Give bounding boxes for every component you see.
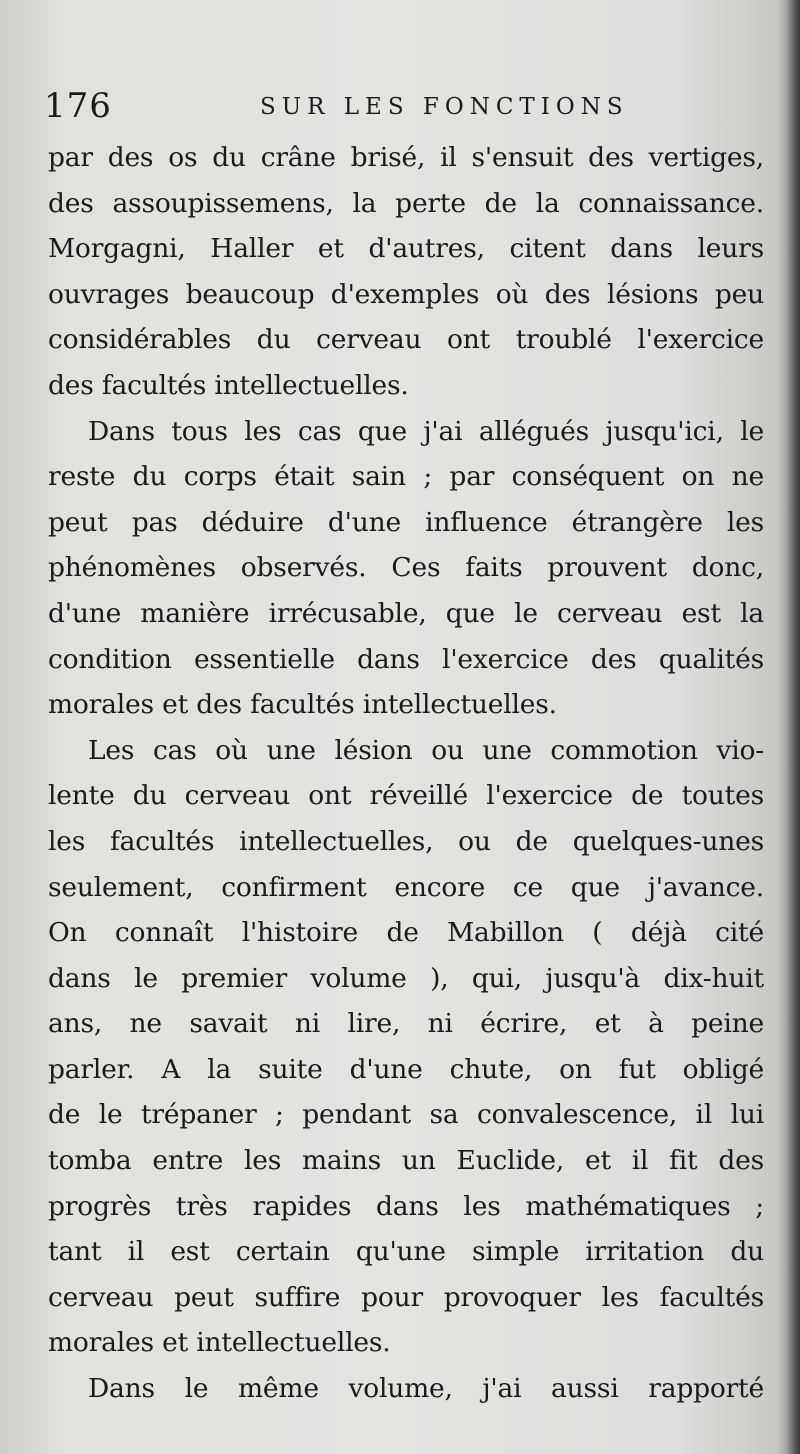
text-line: par des os du crâne brisé, il s'ensuit des vertiges, [48,142,764,173]
running-title: SUR LES FONCTIONS [260,94,629,120]
text-line: On connaît l'histoire de Mabillon ( déjà cité [48,917,764,949]
text-line: dans le premier volume ), qui, jusqu'à dix-huit [48,962,764,994]
text-line: progrès très rapides dans les mathématiques ; [48,1190,764,1222]
text-line: lente du cerveau ont réveillé l'exercice de toutes [48,780,764,812]
text-line: d'une manière irrécusable, que le cerveau est la [48,597,764,629]
text-line: parler. A la suite d'une chute, on fut obligé [48,1053,764,1085]
page-header [44,86,764,130]
text-line: ans, ne savait ni lire, ni écrire, et à peine [48,1008,764,1040]
text-line: cerveau peut suffire pour provoquer les facultés [48,1281,764,1313]
text-line: ouvrages beaucoup d'exemples où des lésions peu [48,278,764,310]
text-line: tant il est certain qu'une simple irritation du [48,1236,764,1268]
text-line: morales et des facultés intellectuelles. [48,689,557,721]
text-line: phénomènes observés. Ces faits prouvent donc, [48,552,764,584]
text-line: de le trépaner ; pendant sa convalescence, il lui [48,1099,764,1131]
text-line: reste du corps était sain ; par conséquent on ne [48,461,764,493]
body-text [48,135,764,1412]
text-line: considérables du cerveau ont troublé l'exercice [48,324,764,356]
text-line: Dans le même volume, j'ai aussi rapporté [88,1373,764,1405]
text-line: des assoupissemens, la perte de la connaissance. [48,187,764,219]
text-line: tomba entre les mains un Euclide, et il fit des [48,1145,764,1177]
text-line: morales et intellectuelles. [48,1327,391,1359]
text-line: seulement, confirment encore ce que j'avance. [48,871,764,903]
page-edge-shadow [786,0,800,1454]
text-line: peut pas déduire d'une influence étrangère les [48,506,764,538]
text-line: des facultés intellectuelles. [48,369,409,401]
text-line: les facultés intellectuelles, ou de quelques-unes [48,825,764,857]
text-line: Morgagni, Haller et d'autres, citent dans leurs [48,233,764,265]
text-line: condition essentielle dans l'exercice des qualités [48,643,764,675]
page-number: 176 [44,86,112,126]
text-line: Dans tous les cas que j'ai allégués jusqu'ici, le [88,415,764,447]
text-line: Les cas où une lésion ou une commotion vio- [88,734,764,766]
